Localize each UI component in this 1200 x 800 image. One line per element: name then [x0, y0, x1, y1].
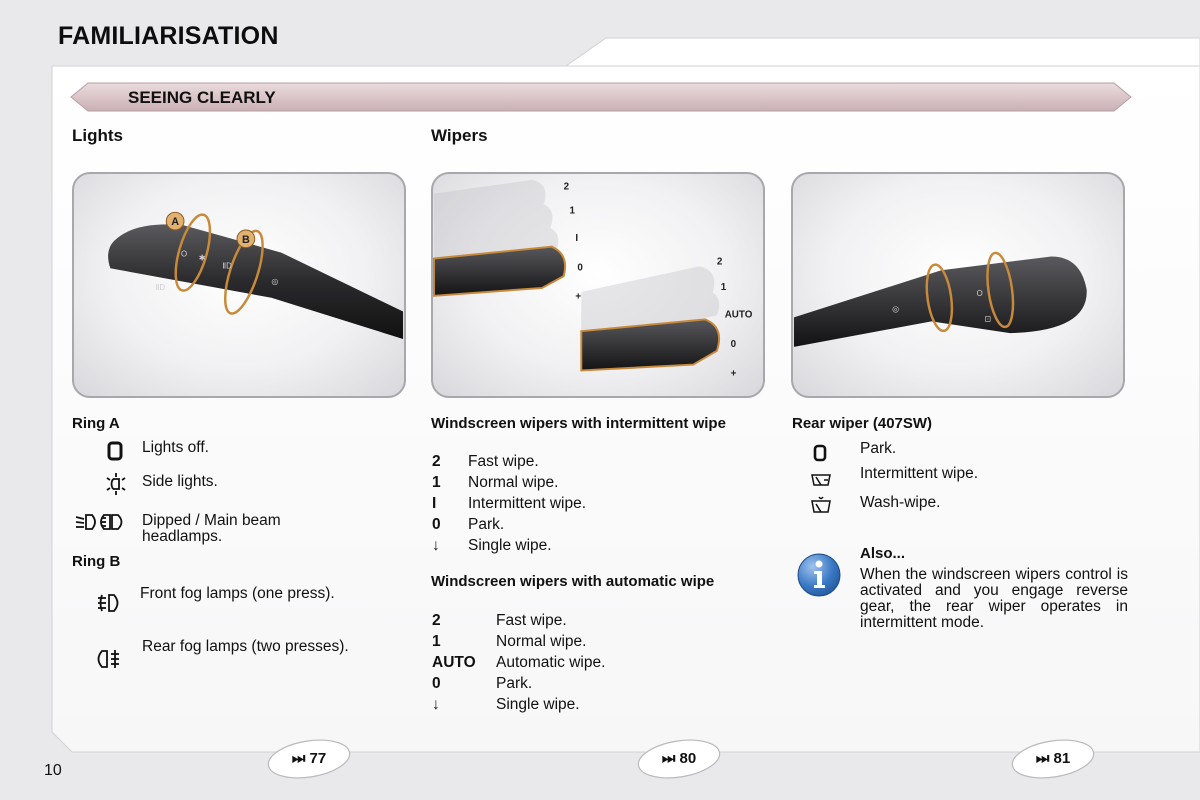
page-ref-80[interactable]: ⏭ 80 [636, 738, 722, 780]
rear-wiper-photo [791, 172, 1125, 398]
rear-intermittent-text: Intermittent wipe. [860, 465, 979, 482]
svg-text:O: O [976, 288, 983, 298]
section-title: SEEING CLEARLY [128, 88, 276, 107]
rear-intermittent-icon [810, 472, 832, 488]
page-ref-arrow-icon: ⏭ [1035, 750, 1050, 767]
list-item: ↓ Single wipe. [432, 537, 552, 554]
intermittent-heading: Windscreen wipers with intermittent wipe [431, 415, 726, 432]
ring-zero-icon [106, 441, 124, 461]
wipers-stalk-photo [431, 172, 765, 398]
page-ref-77[interactable]: ⏭ 77 [266, 738, 352, 780]
list-item: AUTO Automatic wipe. [432, 654, 606, 671]
dipped-main-beam-icon [74, 513, 128, 531]
ring-a-marker: A [171, 216, 180, 229]
wipers-heading: Wipers [431, 126, 488, 145]
list-item: 0 Park. [432, 516, 505, 533]
rear-park-icon [812, 444, 828, 462]
list-item: ↓ Single wipe. [432, 696, 580, 713]
svg-text:O: O [181, 249, 188, 259]
rear-park-text: Park. [860, 440, 897, 457]
rear-fog-icon [96, 648, 122, 670]
intermittent-list [432, 451, 586, 556]
rear-wiper-heading: Rear wiper (407SW) [792, 415, 933, 432]
page-ref-81[interactable]: ⏭ 81 [1010, 738, 1096, 780]
list-item: I Intermittent wipe. [432, 495, 587, 512]
info-icon [796, 552, 842, 598]
svg-text:0: 0 [730, 338, 737, 350]
svg-text:ⅡD: ⅡD [155, 282, 166, 292]
side-lights-text: Side lights. [142, 473, 218, 490]
svg-text:+: + [575, 291, 582, 303]
lights-stalk-photo [72, 172, 406, 398]
page-number: 10 [44, 762, 62, 779]
svg-text:+: + [730, 368, 737, 380]
ring-a-heading: Ring A [72, 415, 120, 432]
svg-text:0: 0 [577, 262, 583, 274]
side-lights-icon [104, 472, 128, 496]
list-item: 2 Fast wipe. [432, 612, 567, 629]
ring-b-heading: Ring B [72, 553, 121, 570]
svg-text:2: 2 [716, 256, 723, 268]
lights-heading: Lights [72, 126, 123, 145]
svg-text:◎: ◎ [271, 277, 279, 287]
rear-fog-text: Rear fog lamps (two presses). [142, 638, 349, 655]
svg-text:2: 2 [563, 181, 570, 193]
list-item: 0 Park. [432, 675, 533, 692]
rear-wash-icon [810, 496, 832, 514]
svg-text:◎: ◎ [892, 304, 900, 314]
automatic-heading: Windscreen wipers with automatic wipe [431, 573, 715, 590]
page-title: FAMILIARISATION [58, 22, 279, 50]
svg-text:AUTO: AUTO [724, 309, 753, 321]
automatic-list [432, 610, 605, 715]
beam-headlamps-text: Dipped / Main beam headlamps. [142, 512, 281, 545]
front-fog-text: Front fog lamps (one press). [140, 585, 335, 602]
svg-text:1: 1 [720, 281, 727, 293]
svg-text:⊡: ⊡ [984, 314, 992, 324]
svg-text:ⅡD: ⅡD [222, 261, 232, 271]
also-text: When the windscreen wipers control is activated and you engage reverse gear, the rear wiper operates in intermittent mode. [860, 566, 1128, 631]
page-ref-arrow-icon: ⏭ [291, 750, 306, 767]
svg-text:1: 1 [569, 205, 575, 217]
list-item: 1 Normal wipe. [432, 474, 559, 491]
page-ref-arrow-icon: ⏭ [661, 750, 676, 767]
rear-wash-text: Wash-wipe. [860, 494, 941, 511]
list-item: 2 Fast wipe. [432, 453, 539, 470]
list-item: 1 Normal wipe. [432, 633, 587, 650]
lights-off-text: Lights off. [142, 439, 209, 456]
svg-text:I: I [575, 232, 579, 244]
svg-text:✱: ✱ [198, 253, 206, 263]
ring-b-marker: B [241, 233, 250, 246]
also-heading: Also... [860, 545, 906, 562]
front-fog-icon [96, 592, 122, 614]
